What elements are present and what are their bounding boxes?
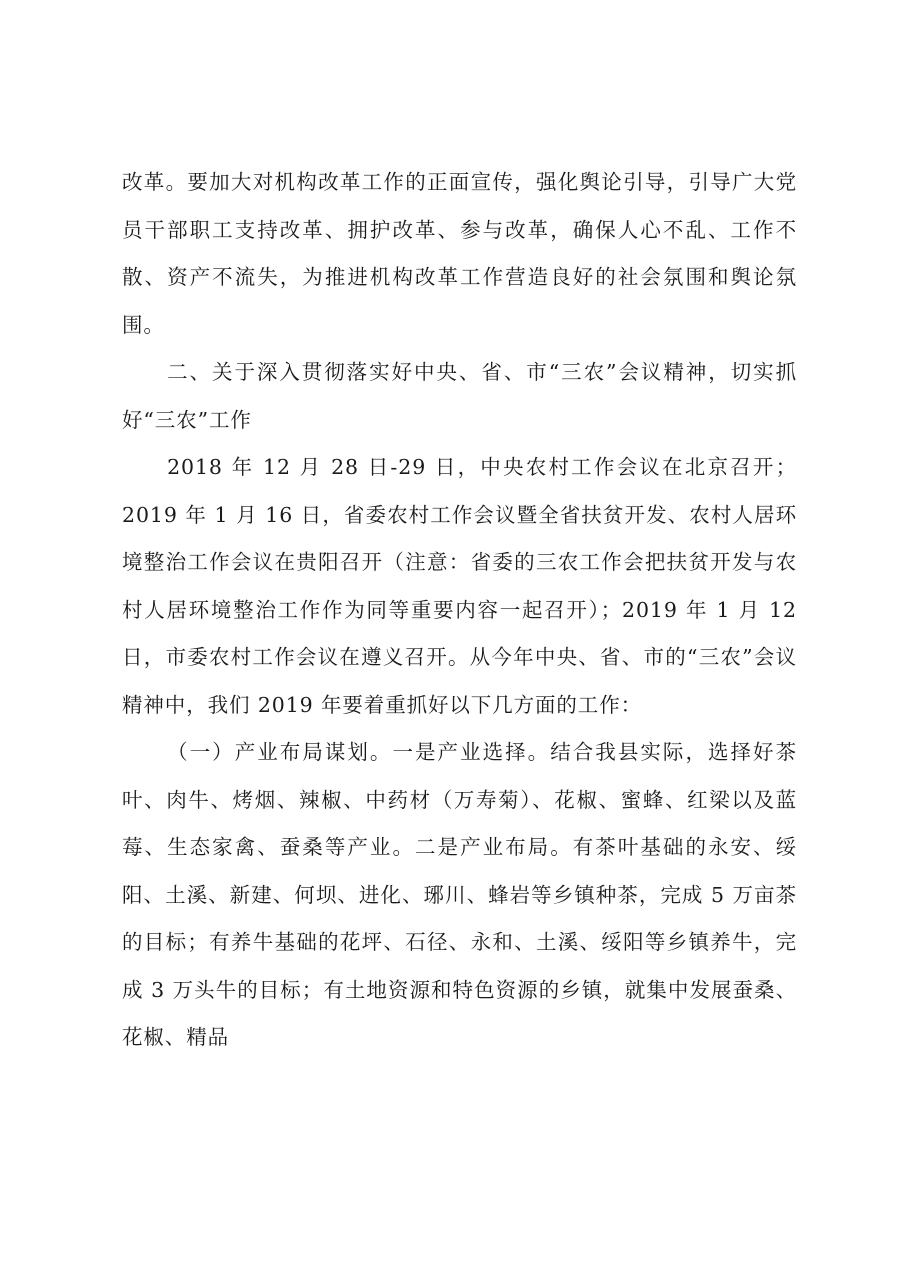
document-body xyxy=(122,159,797,1062)
paragraph-industry-layout: （一）产业布局谋划。一是产业选择。结合我县实际，选择好茶叶、肉牛、烤烟、辣椒、中药材（万寿菊）、花椒、蜜蜂、红梁以及蓝莓、生态家禽、蚕桑等产业。二是产业布局。有茶叶基础的永安、绥阳、土溪、新建、何坝、进化、琊川、蜂岩等乡镇种茶，完成 5 万亩茶的目标；有养牛基础的花坪、石径、永和、土溪、绥阳等乡镇养牛，完成 3 万头牛的目标；有土地资源和特色资源的乡镇，就集中发展蚕桑、花椒、精品 xyxy=(122,740,797,1049)
paragraph-reform-continuation: 改革。要加大对机构改革工作的正面宣传，强化舆论引导，引导广大党员干部职工支持改革、拥护改革、参与改革，确保人心不乱、工作不散、资产不流失，为推进机构改革工作营造良好的社会氛围和舆论氛围。 xyxy=(122,170,797,337)
section-heading-sannong: 二、关于深入贯彻落实好中央、省、市“三农”会议精神，切实抓好“三农”工作 xyxy=(122,360,797,432)
paragraph-meetings: 2018 年 12 月 28 日-29 日，中央农村工作会议在北京召开；2019 年 1 月 16 日，省委农村工作会议暨全省扶贫开发、农村人居环境整治工作会议在贵阳召开（注意：省委的三农工作会把扶贫开发与农村人居环境整治工作作为同等重要内容一起召开）；2019 年 1 月 12 日，市委农村工作会议在遵义召开。从今年中央、省、市的“三农”会议精神中，我们 2019 年要着重抓好以下几方面的工作： xyxy=(122,455,797,717)
